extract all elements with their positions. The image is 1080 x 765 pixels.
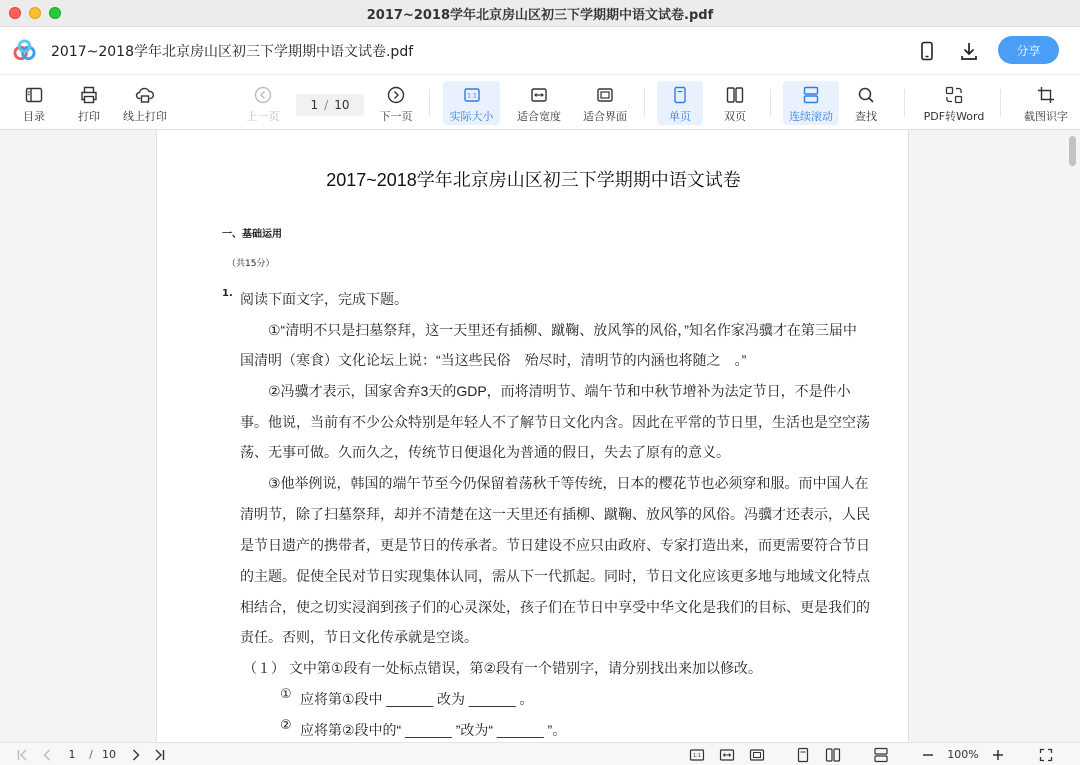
text-line: 相结合，使之切实浸润到孩子们的心灵深处，孩子们在节日中享受中华文化是我们的目标、更是我们的 <box>240 599 870 615</box>
document-viewer[interactable] <box>0 130 1080 742</box>
zoom-out-button[interactable] <box>920 746 936 763</box>
text-line: 荡、无事可做。久而久之，传统节日便退化为普通的假日，失去了原有的意义。 <box>240 444 730 460</box>
window-title: 2017~2018学年北京房山区初三下学期期中语文试卷.pdf <box>366 7 714 23</box>
fit-page-button[interactable] <box>578 81 632 125</box>
download-icon <box>959 41 979 61</box>
double-page-label: 双页 <box>724 110 746 123</box>
download-button[interactable] <box>957 39 981 63</box>
bottom-total-pages: 10 <box>102 748 116 761</box>
chevron-left-icon <box>39 747 55 763</box>
actual-size-button[interactable] <box>443 81 500 125</box>
bottom-current-page[interactable]: 1 <box>68 748 76 761</box>
fullscreen-button[interactable] <box>1038 746 1054 763</box>
fit-page-icon <box>595 85 615 105</box>
continuous-scroll-icon <box>873 747 889 763</box>
minus-icon <box>920 747 936 763</box>
fullscreen-icon <box>1038 747 1054 763</box>
window-controls <box>9 7 61 19</box>
online-print-button[interactable] <box>118 81 172 125</box>
cloud-print-icon <box>135 85 155 105</box>
share-button[interactable]: 分享 <box>998 36 1059 64</box>
svg-text:1:1: 1:1 <box>466 92 477 100</box>
pdf-page <box>156 130 909 742</box>
toolbar <box>0 74 1080 130</box>
continuous-scroll-icon <box>801 85 821 105</box>
pdf-to-word-label: PDF转Word <box>923 110 985 123</box>
total-pages: 10 <box>334 98 350 112</box>
print-label: 打印 <box>78 110 100 123</box>
search-icon <box>856 85 876 105</box>
scrollbar-thumb[interactable] <box>1069 136 1076 166</box>
fit-width-icon <box>719 747 735 763</box>
section-score: （共15分） <box>227 259 275 269</box>
sidebar-icon <box>24 85 44 105</box>
actual-size-icon <box>689 747 705 763</box>
answer-line: 应将第①段中 ______ 改为 ______ 。 <box>300 691 534 707</box>
find-label: 查找 <box>855 110 877 123</box>
fit-page-bottom-button[interactable] <box>748 746 766 763</box>
answer-line: 应将第②段中的“ ______ ”改为“ ______ ”。 <box>300 722 567 738</box>
close-window-button[interactable] <box>9 7 21 19</box>
text-line: 国清明（寒食）文化论坛上说：“当这些民俗 殆尽时，清明节的内涵也将随之 。” <box>240 352 747 368</box>
convert-icon <box>944 85 964 105</box>
bottom-bar <box>0 742 1080 765</box>
chevron-left-circle-icon <box>253 85 273 105</box>
fit-width-label: 适合宽度 <box>517 110 561 123</box>
fit-width-icon <box>529 85 549 105</box>
ocr-label: 截图识字 <box>1024 110 1068 123</box>
first-page-button[interactable] <box>14 746 32 763</box>
vertical-scrollbar[interactable] <box>1064 130 1080 742</box>
sub-question: （１） 文中第①段有一处标点错误，第②段有一个错别字，请分别找出来加以修改。 <box>243 660 762 676</box>
fit-page-label: 适合界面 <box>583 110 627 123</box>
maximize-window-button[interactable] <box>49 7 61 19</box>
toolbar-divider <box>429 89 430 117</box>
text-line: ①“清明不只是扫墓祭拜，这一天里还有插柳、蹴鞠、放风筝的风俗，”知名作家冯骥才在第三届中 <box>268 322 857 338</box>
double-page-bottom-button[interactable] <box>824 746 842 763</box>
zoom-level[interactable]: 100% <box>947 748 979 761</box>
text-line: 事。他说，当前有不少公众特别是年轻人不了解节日文化内含。因此在平常的节日里，生活也是空空荡 <box>240 414 870 430</box>
chevron-right-icon <box>128 747 144 763</box>
fit-page-icon <box>749 747 765 763</box>
actual-size-label: 实际大小 <box>449 110 494 123</box>
circle-number: ① <box>280 686 292 701</box>
last-page-icon <box>151 747 167 763</box>
app-logo-icon <box>13 39 36 61</box>
ocr-button[interactable] <box>1020 81 1072 125</box>
prev-page-button[interactable] <box>243 81 283 125</box>
toolbar-divider <box>904 89 905 117</box>
online-print-label: 线上打印 <box>123 110 167 123</box>
title-bar <box>0 0 1080 27</box>
page-separator: / <box>324 98 329 112</box>
page-number-input[interactable] <box>296 94 364 116</box>
prev-page-bottom-button[interactable] <box>38 746 56 763</box>
toolbar-divider <box>644 89 645 117</box>
text-line: 是节日遗产的携带者，更是节日的传承者。节日建设不应只由政府、专家打造出来，而更需要符合节日 <box>240 537 870 553</box>
document-title: 2017~2018学年北京房山区初三下学期期中语文试卷 <box>326 170 741 190</box>
zoom-in-button[interactable] <box>990 746 1006 763</box>
single-page-bottom-button[interactable] <box>795 746 811 763</box>
document-name: 2017~2018学年北京房山区初三下学期期中语文试卷.pdf <box>51 44 414 60</box>
text-line: ②冯骥才表示，国家舍弃3天的GDP，而将清明节、端午节和中秋节增补为法定节日，不是件小 <box>268 383 851 399</box>
bottom-page-separator: / <box>89 748 93 761</box>
section-heading: 一、基础运用 <box>222 229 282 240</box>
single-page-icon <box>670 85 690 105</box>
text-line: 清明节，除了扫墓祭拜，却并不清楚在这一天里还有插柳、蹴鞠、放风筝的风俗。冯骥才还表示，人民 <box>240 506 870 522</box>
current-page: 1 <box>310 98 319 112</box>
next-page-bottom-button[interactable] <box>127 746 145 763</box>
continuous-scroll-button[interactable] <box>783 81 839 125</box>
continuous-scroll-label: 连续滚动 <box>789 110 833 123</box>
fit-width-button[interactable] <box>512 81 566 125</box>
toolbar-divider <box>770 89 771 117</box>
question-number: 1. <box>222 288 233 299</box>
actual-size-icon <box>462 85 482 105</box>
text-line: ③他举例说，韩国的端午节至今仍保留着荡秋千等传统，日本的樱花节也必须穿和服。而中国人在 <box>268 475 869 491</box>
phone-icon <box>919 41 935 61</box>
fit-width-bottom-button[interactable] <box>718 746 736 763</box>
single-page-label: 单页 <box>669 110 691 123</box>
svg-text:1:1: 1:1 <box>692 752 702 759</box>
text-line: 阅读下面文字，完成下题。 <box>240 291 408 307</box>
mobile-view-button[interactable] <box>915 39 939 63</box>
print-button[interactable] <box>69 81 109 125</box>
double-page-button[interactable] <box>713 81 757 125</box>
next-page-button[interactable] <box>376 81 416 125</box>
next-page-label: 下一页 <box>379 110 413 123</box>
toc-button[interactable] <box>14 81 54 125</box>
text-line: 的主题。促使全民对节日实现集体认同，需从下一代抓起。同时，节日文化应该更多地与地域文化特点 <box>240 568 870 584</box>
text-line: 责任。否则，节日文化传承就是空谈。 <box>240 629 478 645</box>
plus-icon <box>990 747 1006 763</box>
circle-number: ② <box>280 717 292 732</box>
printer-icon <box>79 85 99 105</box>
double-page-icon <box>725 85 745 105</box>
actual-size-bottom-button[interactable] <box>688 746 706 763</box>
last-page-button[interactable] <box>150 746 168 763</box>
toolbar-divider <box>1000 89 1001 117</box>
continuous-scroll-bottom-button[interactable] <box>872 746 890 763</box>
double-page-icon <box>825 747 841 763</box>
prev-page-label: 上一页 <box>246 110 280 123</box>
single-page-icon <box>795 747 811 763</box>
find-button[interactable] <box>846 81 886 125</box>
pdf-to-word-button[interactable] <box>920 81 988 125</box>
chevron-right-circle-icon <box>386 85 406 105</box>
toc-label: 目录 <box>23 110 45 123</box>
first-page-icon <box>15 747 31 763</box>
minimize-window-button[interactable] <box>29 7 41 19</box>
single-page-button[interactable] <box>657 81 703 125</box>
crop-icon <box>1036 85 1056 105</box>
app-header <box>0 27 1080 74</box>
